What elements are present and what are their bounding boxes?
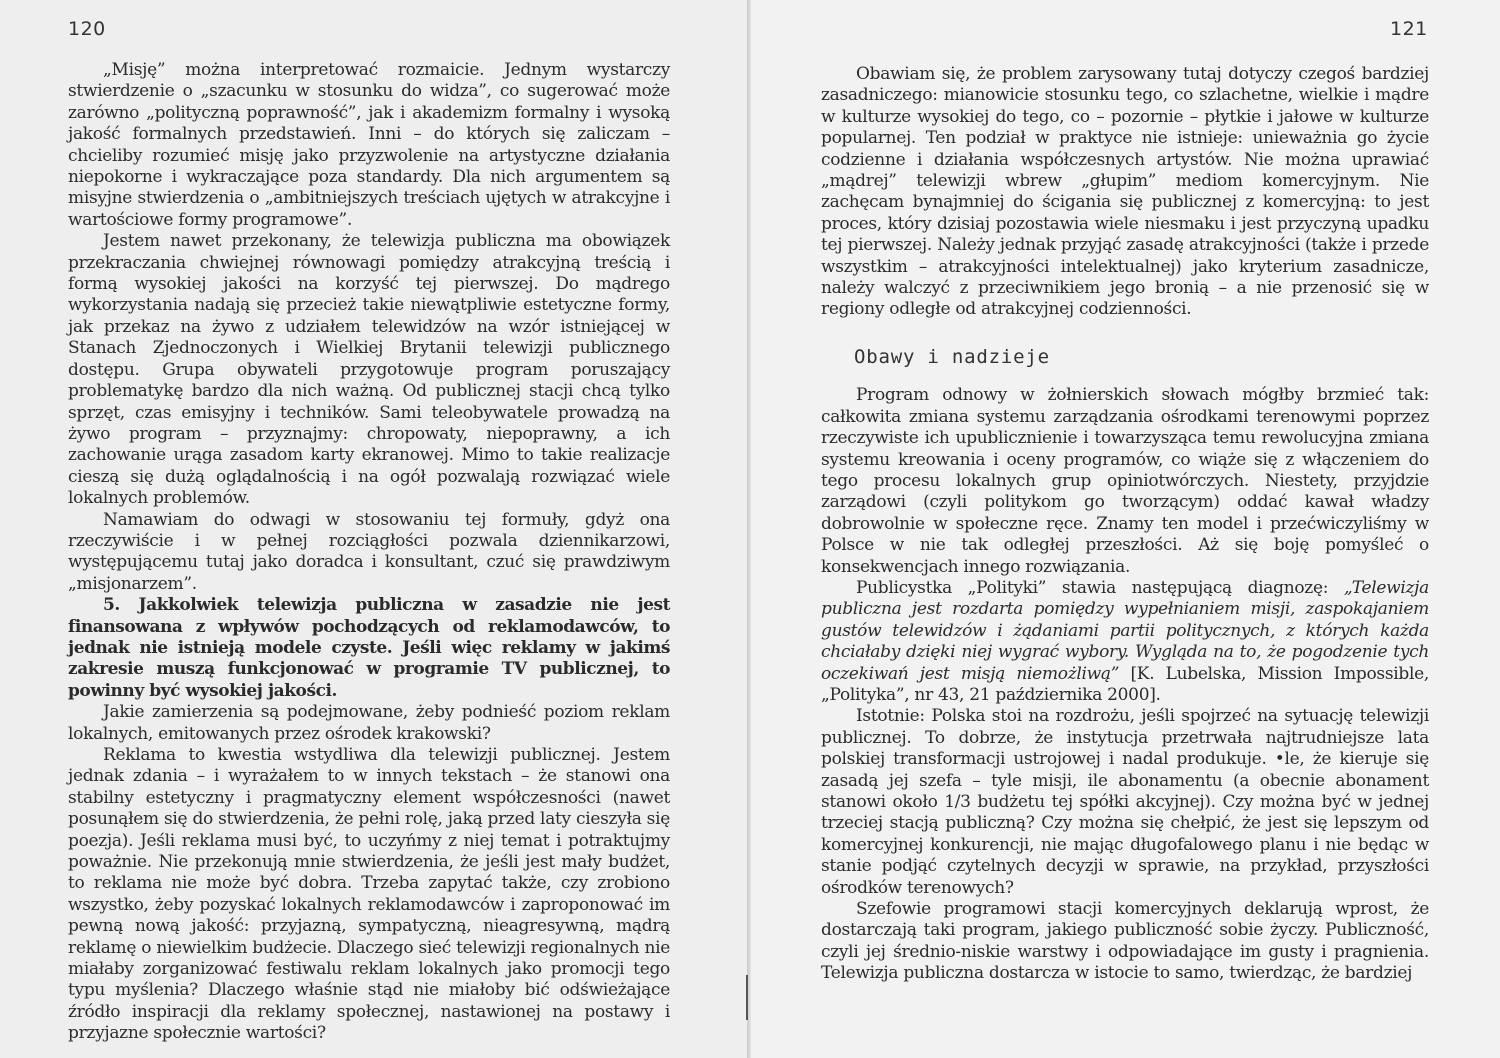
- paragraph: Obawiam się, że problem zarysowany tutaj dotyczy czegoś bardziej zasadniczego: mianowicie stosunku tego, co szlachetne, wielkie i mądre w kulturze wysokiej do tego, co – pozornie – płytkie i jałowe w kulturze popularnej. Ten podział w praktyce nie istnieje: unieważnia go życie codzienne i działania współczesnych artystów. Nie można uprawiać „mądrej” telewizji wbrew „głupim” mediom komercyjnym. Nie zachęcam bynajmniej do ścigania się publicznej z komercyjną: to jest proces, który dzisiaj pozostawia wiele niesmaku i jest przyczyną upadku tej pierwszej. Należy jednak przyjąć zasadę atrakcyjności (także i przede wszystkim – atrakcyjności intelektualnej) jako kryterium zasadnicze, należy walczyć z przeciwnikiem jego bronią – a nie przenosić się w regiony odległe od atrakcyjnej codzienności.: [821, 64, 1429, 320]
- bold-question-paragraph: 5. Jakkolwiek telewizja publiczna w zasadzie nie jest finansowana z wpływów pochodzących od reklamodawców, to jednak nie istnieją modele czyste. Jeśli więc reklamy w jakimś zakresie muszą funkcjonować w programie TV publicznej, to powinny być wysokiej jakości.: [68, 595, 670, 701]
- paragraph: Szefowie programowi stacji komercyjnych deklarują wprost, że dostarczają taki program, jakiego publiczność sobie życzy. Publiczność, czyli jej średnio-niskie warstwy i odpowiadające im gusty i pragnienia. Telewizja publiczna dostarcza w istocie to samo, twierdząc, że bardziej: [821, 899, 1429, 984]
- quote-intro: Publicystka „Polityki” stawia następującą diagnozę:: [856, 577, 1344, 598]
- paragraph: Reklama to kwestia wstydliwa dla telewizji publicznej. Jestem jednak zdania – i wyrażałem to w innych tekstach – że stanowi ona stabilny estetyczny i pragmatyczny element współczesności (nawet posunąłem się do stwierdzenia, że pełni rolę, jaką przed laty cieszyła się poezja). Jeśli reklama musi być, to uczyńmy z niej temat i potraktujmy poważnie. Nie przekonują mnie stwierdzenia, że jeśli jest mały budżet, to reklama nie może być dobra. Trzeba zapytać także, czy zrobiono wszystko, żeby pozyskać lokalnych reklamodawców i zaproponować im pewną nową jakość: przyjazną, sympatyczną, nieagresywną, mądrą reklamę o niewielkim budżecie. Dlaczego sieć telewizji regionalnych nie miałaby zorganizować festiwalu reklam lokalnych jako promocji tego typu myślenia? Dlaczego właśnie stąd nie miałoby bić odświeżające źródło inspiracji dla reklamy społecznej, nastawionej na postawy i przyjazne społecznie wartości?: [68, 745, 670, 1044]
- quote-italic: „Telewizja publiczna jest rozdarta pomiędzy wypełnianiem misji, zaspokajaniem gustów telewidzów i żądaniami partii politycznych, z których każda chciałaby dzięki niej wygrać wybory. Wygląda na to, że pogodzenie tych oczekiwań jest misją niemożliwą”: [821, 577, 1429, 684]
- page-number-left: 120: [68, 18, 106, 40]
- gutter-mark: [746, 975, 748, 1020]
- page-number-right: 121: [1390, 18, 1428, 40]
- section-heading: Obawy i nadzieje: [854, 345, 1050, 368]
- quote-citation: [K. Lubelska, Mission Impossible, „Polityka”, nr 43, 21 października 2000].: [821, 663, 1429, 705]
- paragraph: „Misję” można interpretować rozmaicie. Jednym wystarczy stwierdzenie o „szacunku w stosunku do widza”, co sugerować może zarówno „polityczną poprawność”, jak i akademizm formalny i wysoką jakość formalnych przedstawień. Inni – do których się zaliczam – chcieliby rozumieć misję jako przyzwolenie na artystyczne działania niepokorne i wykraczające poza standardy. Dla nich argumentem są misyjne stwierdzenia o „ambitniejszych treściach ujętych w atrakcyjne i wartościowe formy programowe”.: [68, 60, 670, 230]
- paragraph: Program odnowy w żołnierskich słowach mógłby brzmieć tak: całkowita zmiana systemu zarządzania ośrodkami terenowymi poprzez rzeczywiste ich upublicznienie i towarzysząca temu rewolucyjna zmiana systemu kreowania i oceny programów, co wiąże się z włączeniem do tego procesu lokalnych grup opiniotwórczych. Niestety, przyjdzie zarządowi (czyli politykom go tworzącym) oddać kawał władzy dobrowolnie w społeczne ręce. Znamy ten model i przećwiczyliśmy w Polsce w nie tak odległej przeszłości. Aż się boję pomyśleć o konsekwencjach innego rozwiązania.: [821, 385, 1429, 577]
- book-gutter: [747, 0, 751, 1058]
- paragraph: Jestem nawet przekonany, że telewizja publiczna ma obowiązek przekraczania chwiejnej równowagi pomiędzy atrakcyjną treścią i formą wysokiej jakości na korzyść tej pierwszej. Do mądrego wykorzystania nadają się przecież takie niewątpliwie estetyczne formy, jak przekaz na żywo z udziałem telewidzów na wzór istniejącej w Stanach Zjednoczonych i Wielkiej Brytanii telewizji publicznego dostępu. Grupa obywateli przygotowuje program poruszający problematykę bardzo dla nich ważną. Od publicznej stacji chcą tylko sprzęt, czas emisyjny i techników. Sami teleobywatele prowadzą na żywo program – przyznajmy: chropowaty, niepoprawny, a ich zachowanie urąga zasadom karty ekranowej. Mimo to takie realizacje cieszą się dużą oglądalnością i na ogół pozwalają rozwiązać wiele lokalnych problemów.: [68, 231, 670, 509]
- left-page-text: [68, 60, 670, 1045]
- paragraph: Namawiam do odwagi w stosowaniu tej formuły, gdyż ona rzeczywiście i w pełnej rozciągłości pozwala dziennikarzowi, występującemu tutaj jako doradca i konsultant, czuć się prawdziwym „misjonarzem”.: [68, 509, 670, 594]
- right-page: [749, 0, 1500, 1058]
- left-page: [0, 0, 749, 1058]
- paragraph: Istotnie: Polska stoi na rozdrożu, jeśli spojrzeć na sytuację telewizji publicznej. To dobrze, że instytucja przetrwała najtrudniejsze lata polskiej transformacji ustrojowej i nadal produkuje. •le, że kieruje się zasadą jej szefa – tyle misji, ile abonamentu (a obecnie abonament stanowi około 1/3 budżetu tej spółki akcyjnej). Czy można być w jednej trzeciej stacją publiczną? Czy można się chełpić, że jest się lepszym od komercyjnej konkurencji, nie mając długofalowego planu i nie będąc w stanie podjąć czytelnych decyzji w sprawie, na przykład, przyszłości ośrodków terenowych?: [821, 706, 1429, 898]
- quote-paragraph: [821, 578, 1429, 706]
- right-page-text: [821, 64, 1429, 985]
- paragraph: Jakie zamierzenia są podejmowane, żeby podnieść poziom reklam lokalnych, emitowanych przez ośrodek krakowski?: [68, 702, 670, 744]
